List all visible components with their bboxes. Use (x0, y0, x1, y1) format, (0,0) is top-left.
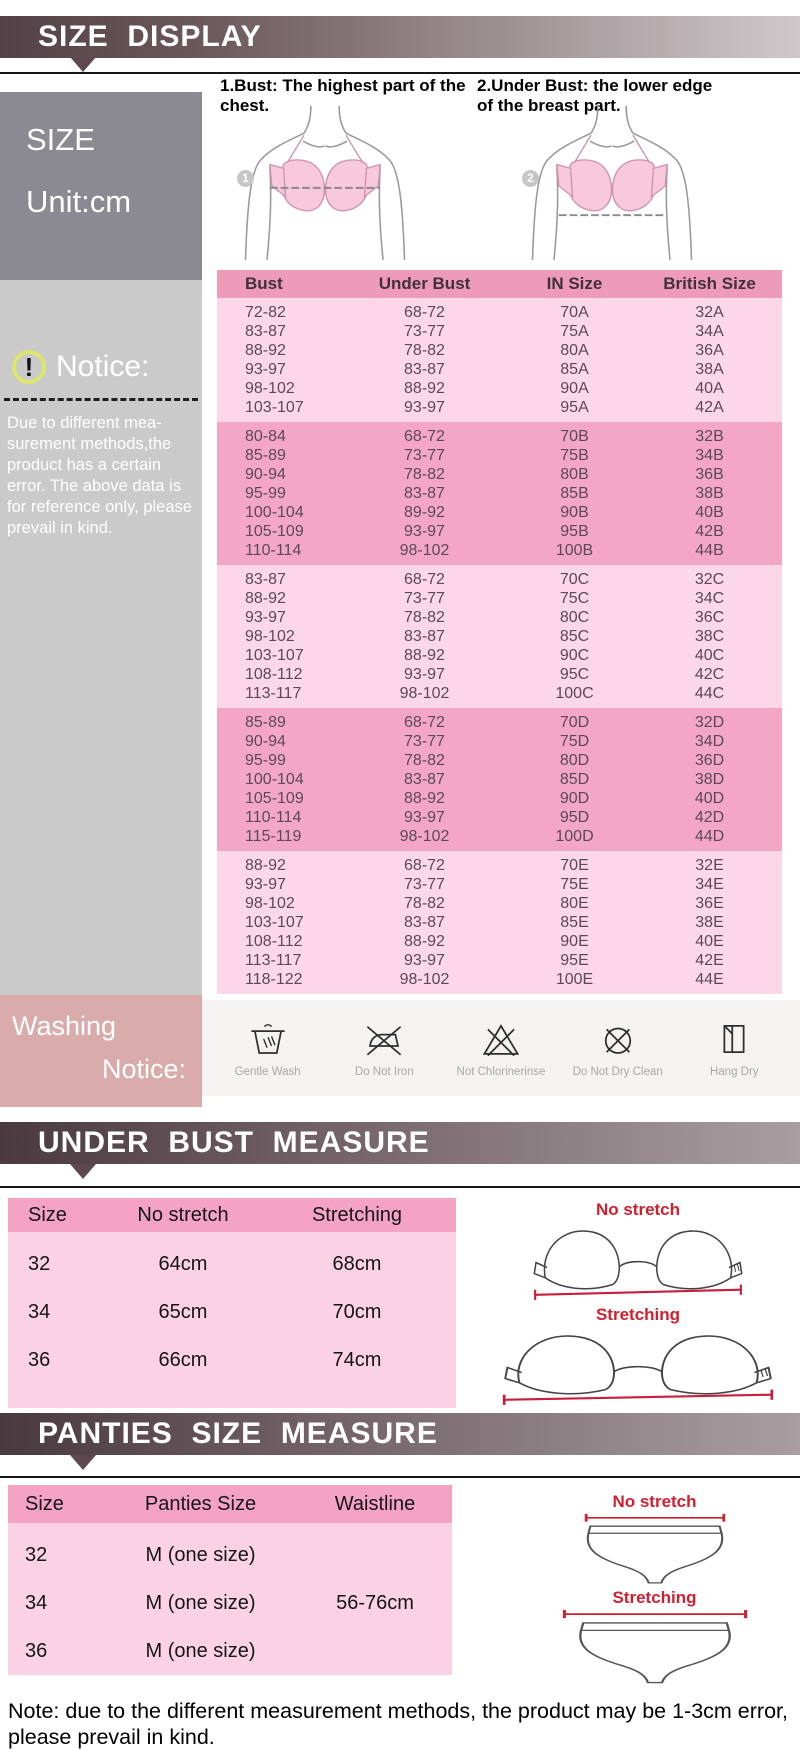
size-unit-box (0, 92, 202, 280)
table-row (217, 541, 782, 560)
bust-note-1: 1.Bust: The highest part of the chest. (220, 76, 466, 115)
table-cell: 85-89 (245, 447, 286, 464)
col-header-in-size: IN Size (546, 274, 603, 293)
care-label: Gentle Wash (234, 1066, 301, 1078)
table-row (217, 732, 782, 751)
table-cell: 85B (560, 485, 589, 502)
table-cell: 78-82 (404, 342, 445, 359)
col-header-stretching: Stretching (311, 1203, 403, 1226)
washing-notice-label: Notice: (101, 1054, 186, 1084)
table-row (217, 503, 782, 522)
table-row (217, 770, 782, 789)
col-header-waistline: Waistline (334, 1492, 416, 1515)
bra-stretch-illustrations (488, 1200, 788, 1410)
table-cell: 93-97 (404, 809, 445, 826)
table-cell: M (one size) (145, 1591, 256, 1614)
table-cell: 113-117 (245, 952, 302, 969)
care-icons-strip (202, 1000, 800, 1096)
table-row (217, 322, 782, 341)
table-cell: 90A (560, 380, 589, 397)
divider-line (0, 72, 800, 74)
table-cell: 65cm (158, 1300, 208, 1323)
bra-no-stretch-illustration (513, 1220, 763, 1305)
col-header-size: Size (25, 1492, 64, 1515)
table-row (217, 303, 782, 322)
unit-label: Unit:cm (26, 184, 132, 219)
table-cell: 70E (560, 857, 589, 874)
do-not-iron-icon (363, 1018, 405, 1060)
panties-stretching-illustration (555, 1608, 755, 1688)
table-row (217, 808, 782, 827)
table-cell: 103-107 (245, 914, 304, 931)
table-cell: 90D (559, 790, 590, 807)
panties-table-header (8, 1485, 452, 1523)
table-row (217, 446, 782, 465)
table-cell: 34 (28, 1300, 51, 1323)
table-cell: 73-77 (404, 323, 445, 340)
table-cell: 93-97 (404, 952, 445, 969)
table-cell: 36A (695, 342, 724, 359)
table-cell: 85C (559, 628, 590, 645)
table-row (217, 665, 782, 684)
table-cell: 34A (695, 323, 724, 340)
table-cell: 90C (559, 647, 590, 664)
table-cell: 98-102 (245, 380, 295, 397)
table-cell: 32 (25, 1543, 48, 1566)
table-cell: 70B (560, 428, 589, 445)
table-cell: 93-97 (404, 399, 445, 416)
table-cell: 85-89 (245, 714, 286, 731)
table-cell: 73-77 (404, 733, 445, 750)
table-cell: 85D (559, 771, 590, 788)
table-cell: 36B (695, 466, 724, 483)
table-cell: 40C (694, 647, 725, 664)
col-header-british-size: British Size (663, 274, 756, 293)
table-cell: 32 (28, 1252, 51, 1275)
table-cell: 90-94 (245, 466, 286, 483)
table-cell: 38E (695, 914, 724, 931)
bra-size-table (217, 270, 782, 994)
table-cell: 88-92 (245, 342, 286, 359)
table-cell: 113-117 (245, 685, 302, 702)
panties-table-body (8, 1523, 452, 1675)
care-item-not-chlorinerinse (446, 1018, 556, 1078)
table-cell: 40A (695, 380, 724, 397)
table-row (217, 713, 782, 732)
table-cell: 83-87 (245, 323, 286, 340)
table-cell: 73-77 (404, 447, 445, 464)
marker-1-badge: 1 (237, 170, 254, 187)
table-cell: M (one size) (145, 1639, 256, 1662)
table-cell: 36 (25, 1639, 48, 1662)
hang-dry-icon (713, 1018, 755, 1060)
table-row (217, 827, 782, 846)
table-cell: 105-109 (245, 790, 304, 807)
banner-pointer (70, 1455, 96, 1470)
table-cell: 70A (560, 304, 589, 321)
table-cell: 74cm (332, 1348, 382, 1371)
table-cell: 100D (555, 828, 594, 845)
table-cell: 93-97 (245, 361, 286, 378)
table-cell: 80A (560, 342, 589, 359)
table-cell: 36E (695, 895, 724, 912)
table-cell: 88-92 (245, 590, 286, 607)
table-cell: 85E (560, 914, 589, 931)
bottom-note: Note: due to the different measurement methods, the product may be 1-3cm error, please prevail in kind. (8, 1699, 788, 1749)
table-row (8, 1627, 452, 1675)
table-cell: 64cm (158, 1252, 208, 1275)
size-group (217, 565, 782, 708)
size-group (217, 422, 782, 565)
table-row (217, 627, 782, 646)
table-cell: 98-102 (245, 628, 295, 645)
table-cell: 70C (559, 571, 590, 588)
bust-measure-illustration (225, 104, 425, 267)
notice-title: Notice: (56, 350, 150, 383)
table-cell: 66cm (158, 1348, 208, 1371)
size-group (217, 298, 782, 422)
care-label: Hang Dry (709, 1066, 759, 1078)
table-cell: 95-99 (245, 752, 286, 769)
table-cell: 68-72 (404, 857, 445, 874)
table-cell: 40D (694, 790, 725, 807)
care-item-do-not-dry-clean (563, 1018, 673, 1078)
table-cell: 44E (695, 971, 724, 988)
table-row (217, 875, 782, 894)
size-label: SIZE (26, 122, 95, 157)
table-row (8, 1240, 456, 1288)
under-bust-table-body (8, 1232, 456, 1408)
table-cell: 70cm (332, 1300, 382, 1323)
table-cell: 34C (694, 590, 725, 607)
table-row (8, 1579, 452, 1627)
table-cell: 93-97 (245, 876, 286, 893)
table-cell: 95A (560, 399, 589, 416)
table-cell: 95C (559, 666, 590, 683)
table-cell: 110-114 (245, 542, 302, 559)
table-cell: 75A (560, 323, 589, 340)
size-table-header (217, 270, 782, 298)
table-cell: 88-92 (245, 857, 286, 874)
table-cell: 85A (560, 361, 589, 378)
table-cell: 83-87 (404, 914, 445, 931)
table-cell: 83-87 (404, 485, 445, 502)
table-cell: 32C (694, 571, 725, 588)
care-label: Do Not Iron (354, 1066, 414, 1078)
care-item-do-not-iron (329, 1018, 439, 1078)
table-cell: 90B (560, 504, 589, 521)
table-row (217, 789, 782, 808)
no-bleach-icon (480, 1018, 522, 1060)
table-cell: 89-92 (404, 504, 445, 521)
table-cell: 95D (559, 809, 590, 826)
table-cell: 93-97 (245, 609, 286, 626)
table-cell: 78-82 (404, 609, 445, 626)
table-row (217, 951, 782, 970)
table-cell: 75D (559, 733, 590, 750)
table-cell: 80E (560, 895, 589, 912)
table-cell: 73-77 (404, 876, 445, 893)
table-cell: 100B (555, 542, 594, 559)
table-row (217, 522, 782, 541)
table-cell: 118-122 (245, 971, 303, 988)
table-cell: 38C (694, 628, 725, 645)
care-item-hang-dry (679, 1018, 789, 1078)
gentle-wash-icon (247, 1018, 289, 1060)
divider-line (0, 1476, 800, 1478)
care-label: Do Not Dry Clean (572, 1066, 663, 1078)
table-cell: 115-119 (245, 828, 302, 845)
table-cell: 95B (560, 523, 589, 540)
table-cell: 83-87 (404, 771, 445, 788)
table-cell: 42D (694, 809, 725, 826)
table-cell: 108-112 (245, 933, 303, 950)
table-cell: 98-102 (399, 685, 450, 702)
table-cell: 88-92 (404, 790, 445, 807)
table-cell: 56-76cm (336, 1591, 414, 1614)
table-cell: 34B (695, 447, 724, 464)
col-header-no-stretch: No stretch (137, 1203, 229, 1226)
table-cell: 36 (28, 1348, 51, 1371)
table-cell: 95E (560, 952, 589, 969)
table-cell: 42C (694, 666, 725, 683)
table-cell: 44D (694, 828, 725, 845)
banner-pointer (70, 57, 96, 72)
table-cell: 78-82 (404, 466, 445, 483)
table-cell: 38D (694, 771, 725, 788)
table-cell: 88-92 (404, 933, 445, 950)
table-row (217, 932, 782, 951)
table-cell: 110-114 (245, 809, 302, 826)
washing-notice-box (0, 995, 202, 1107)
table-cell: 88-92 (404, 647, 445, 664)
table-cell: 83-87 (404, 628, 445, 645)
no-stretch-label: No stretch (595, 1200, 681, 1219)
notice-header (0, 350, 202, 384)
panties-size-table (8, 1485, 452, 1675)
col-header-bust: Bust (245, 274, 283, 293)
table-cell: 40B (695, 504, 724, 521)
section-title-panties-size-measure: PANTIES SIZE MEASURE (0, 1413, 800, 1455)
under-bust-table (8, 1198, 456, 1408)
notice-panel (0, 280, 202, 995)
table-cell: 72-82 (245, 304, 286, 321)
table-cell: 100E (555, 971, 594, 988)
table-row (217, 398, 782, 417)
table-row (217, 589, 782, 608)
table-cell: 93-97 (404, 523, 445, 540)
table-cell: 42B (695, 523, 724, 540)
table-cell: 32A (695, 304, 724, 321)
table-cell: 98-102 (245, 895, 295, 912)
care-label: Not Chlorinerinse (456, 1066, 546, 1078)
table-cell: 68-72 (404, 571, 445, 588)
table-cell: 105-109 (245, 523, 304, 540)
table-cell: 103-107 (245, 399, 304, 416)
table-cell: 38A (695, 361, 724, 378)
table-row (217, 970, 782, 989)
table-cell: 34E (695, 876, 724, 893)
bust-note-2: 2.Under Bust: the lower edge of the breast part. (477, 76, 713, 115)
stretching-label: Stretching (595, 1305, 681, 1324)
marker-2-badge: 2 (522, 170, 539, 187)
table-row (217, 379, 782, 398)
banner-pointer (70, 1164, 96, 1179)
table-cell: 68-72 (404, 304, 445, 321)
size-table-body (217, 298, 782, 994)
table-cell: 75C (559, 590, 590, 607)
table-row (8, 1531, 452, 1579)
table-cell: 42A (695, 399, 724, 416)
table-cell: 34 (25, 1591, 48, 1614)
table-cell: 32E (695, 857, 724, 874)
table-row (217, 360, 782, 379)
table-row (217, 427, 782, 446)
table-cell: 100-104 (245, 504, 304, 521)
table-row (217, 608, 782, 627)
table-cell: 90E (560, 933, 589, 950)
table-cell: 68-72 (404, 428, 445, 445)
table-row (217, 465, 782, 484)
table-cell: 68-72 (404, 714, 445, 731)
col-header-size: Size (28, 1203, 67, 1226)
table-row (8, 1336, 456, 1384)
table-cell: 32B (695, 428, 724, 445)
table-cell: 80B (560, 466, 589, 483)
table-cell: 80-84 (245, 428, 286, 445)
no-stretch-label: No stretch (612, 1492, 697, 1511)
size-group (217, 708, 782, 851)
washing-label: Washing (12, 1011, 117, 1041)
table-cell: 32D (694, 714, 725, 731)
table-cell: 80C (559, 609, 590, 626)
table-cell: M (one size) (145, 1543, 256, 1566)
table-cell: 36D (694, 752, 725, 769)
care-item-gentle-wash (213, 1018, 323, 1078)
under-bust-measure-illustration (512, 104, 712, 267)
notice-body-text: Due to different mea-surement methods,the product has a certain error. The above data is for reference only, please prevail in kind. (7, 414, 192, 537)
table-row (8, 1288, 456, 1336)
table-cell: 44C (694, 685, 725, 702)
table-cell: 90-94 (245, 733, 286, 750)
under-bust-table-header (8, 1198, 456, 1232)
table-cell: 83-87 (245, 571, 286, 588)
table-cell: 68cm (332, 1252, 382, 1275)
table-cell: 103-107 (245, 647, 304, 664)
table-cell: 38B (695, 485, 724, 502)
table-cell: 100C (555, 685, 594, 702)
table-cell: 44B (695, 542, 724, 559)
bra-stretching-illustration (502, 1325, 774, 1410)
table-cell: 40E (695, 933, 724, 950)
table-cell: 93-97 (404, 666, 445, 683)
divider-line (0, 1186, 800, 1188)
table-row (217, 894, 782, 913)
table-row (217, 341, 782, 360)
panties-no-stretch-illustration (565, 1512, 745, 1588)
table-cell: 98-102 (399, 542, 450, 559)
table-cell: 78-82 (404, 752, 445, 769)
col-header-under-bust: Under Bust (378, 274, 471, 293)
table-cell: 73-77 (404, 590, 445, 607)
table-row (217, 684, 782, 703)
table-row (217, 646, 782, 665)
table-cell: 98-102 (399, 828, 450, 845)
table-cell: 75B (560, 447, 589, 464)
table-cell: 95-99 (245, 485, 286, 502)
section-title-size-display: SIZE DISPLAY (0, 16, 800, 58)
dashed-divider (4, 398, 198, 401)
section-title-under-bust-measure: UNDER BUST MEASURE (0, 1122, 800, 1164)
table-cell: 100-104 (245, 771, 304, 788)
do-not-dry-clean-icon (597, 1018, 639, 1060)
panties-stretch-illustrations (552, 1492, 757, 1688)
table-row (217, 484, 782, 503)
table-cell: 80D (559, 752, 590, 769)
table-cell: 88-92 (404, 380, 445, 397)
table-cell: 34D (694, 733, 725, 750)
col-header-panties-size: Panties Size (144, 1492, 257, 1515)
stretching-label: Stretching (612, 1588, 697, 1607)
table-cell: 36C (694, 609, 725, 626)
table-row (217, 913, 782, 932)
table-cell: 75E (560, 876, 589, 893)
table-cell: 78-82 (404, 895, 445, 912)
table-row (217, 570, 782, 589)
table-cell: 83-87 (404, 361, 445, 378)
table-cell: 108-112 (245, 666, 303, 683)
table-cell: 42E (695, 952, 724, 969)
size-group (217, 851, 782, 994)
table-row (217, 751, 782, 770)
table-cell: 70D (559, 714, 590, 731)
exclamation-icon: ! (12, 350, 46, 384)
table-row (217, 856, 782, 875)
table-cell: 98-102 (399, 971, 450, 988)
